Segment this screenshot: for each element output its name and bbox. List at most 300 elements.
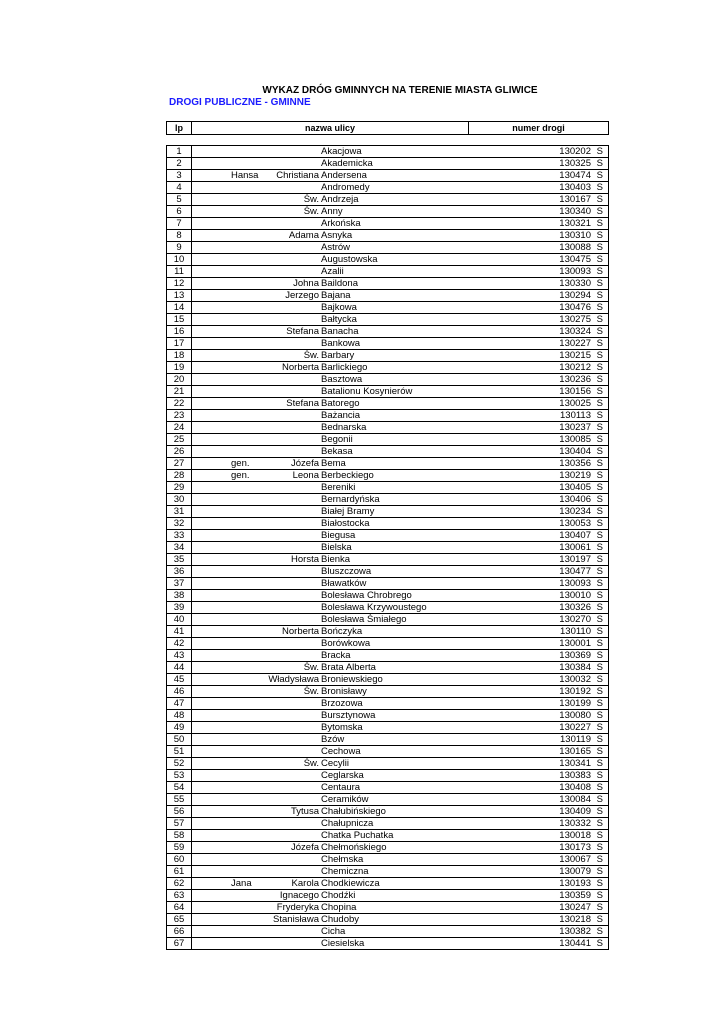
row-category: S bbox=[596, 806, 603, 817]
table-row bbox=[167, 374, 608, 386]
row-street-name: Centaura bbox=[321, 782, 361, 793]
row-street-name: Bończyka bbox=[321, 626, 363, 637]
row-street-name: Chodźki bbox=[321, 890, 356, 901]
row-lp: 7 bbox=[167, 218, 192, 229]
row-road-number: 130474 bbox=[559, 170, 591, 181]
row-street-name: Akademicka bbox=[321, 158, 373, 169]
table-row bbox=[167, 734, 608, 746]
row-road-number: 130193 bbox=[559, 878, 591, 889]
row-street-name: Chemiczna bbox=[321, 866, 369, 877]
row-lp: 12 bbox=[167, 278, 192, 289]
row-first-name: Christiana bbox=[276, 170, 319, 181]
row-road-number: 130079 bbox=[559, 866, 591, 877]
row-road-number: 130113 bbox=[560, 410, 591, 421]
row-street-name: Bajkowa bbox=[321, 302, 357, 313]
row-street-name: Barlickiego bbox=[321, 362, 368, 373]
row-lp: 40 bbox=[167, 614, 192, 625]
row-road-number: 130192 bbox=[559, 686, 591, 697]
table-row bbox=[167, 266, 608, 278]
table-row bbox=[167, 662, 608, 674]
row-category: S bbox=[596, 662, 603, 673]
row-street-name: Bienka bbox=[321, 554, 351, 565]
row-first-name: Św. bbox=[303, 758, 319, 769]
row-street-name: Ceramików bbox=[321, 794, 369, 805]
row-road-number: 130088 bbox=[559, 242, 591, 253]
row-category: S bbox=[596, 782, 603, 793]
row-road-number: 130409 bbox=[559, 806, 591, 817]
row-street-name: Bytomska bbox=[321, 722, 363, 733]
table-row bbox=[167, 326, 608, 338]
row-lp: 22 bbox=[167, 398, 192, 409]
row-lp: 48 bbox=[167, 710, 192, 721]
row-road-number: 130227 bbox=[559, 338, 591, 349]
row-lp: 43 bbox=[167, 650, 192, 661]
table-row bbox=[167, 518, 608, 530]
row-road-number: 130275 bbox=[559, 314, 591, 325]
table-row bbox=[167, 314, 608, 326]
row-lp: 34 bbox=[167, 542, 192, 553]
row-category: S bbox=[596, 278, 603, 289]
row-first-name: Stefana bbox=[286, 398, 319, 409]
row-lp: 67 bbox=[167, 938, 192, 949]
row-street-name: Bracka bbox=[321, 650, 351, 661]
row-road-number: 130119 bbox=[560, 734, 591, 745]
row-road-number: 130001 bbox=[559, 638, 591, 649]
table-row bbox=[167, 290, 608, 302]
row-street-name: Broniewskiego bbox=[321, 674, 383, 685]
table-row bbox=[167, 926, 608, 938]
row-lp: 9 bbox=[167, 242, 192, 253]
table-row bbox=[167, 470, 608, 482]
row-street-name: Begonii bbox=[321, 434, 353, 445]
row-lp: 20 bbox=[167, 374, 192, 385]
row-first-name: Adama bbox=[288, 230, 319, 241]
table-row bbox=[167, 686, 608, 698]
table-row bbox=[167, 650, 608, 662]
row-road-number: 130382 bbox=[559, 926, 591, 937]
table-row bbox=[167, 866, 608, 878]
row-street-name: Bronisławy bbox=[321, 686, 367, 697]
header-lp: lp bbox=[167, 122, 192, 134]
row-street-name: Bursztynowa bbox=[321, 710, 376, 721]
table-row bbox=[167, 206, 608, 218]
row-road-number: 130404 bbox=[559, 446, 591, 457]
table-row bbox=[167, 770, 608, 782]
row-lp: 57 bbox=[167, 818, 192, 829]
row-first-name: Jerzego bbox=[285, 290, 319, 301]
row-street-name: Bzów bbox=[321, 734, 345, 745]
table-row bbox=[167, 530, 608, 542]
row-street-name: Arkońska bbox=[321, 218, 361, 229]
row-first-name: Johna bbox=[293, 278, 319, 289]
row-first-name: Św. bbox=[303, 206, 319, 217]
table-row bbox=[167, 350, 608, 362]
row-category: S bbox=[596, 554, 603, 565]
row-lp: 36 bbox=[167, 566, 192, 577]
row-street-name: Barbary bbox=[321, 350, 355, 361]
row-road-number: 130407 bbox=[559, 530, 591, 541]
row-road-number: 130441 bbox=[559, 938, 591, 949]
row-street-name: Bielska bbox=[321, 542, 352, 553]
row-lp: 53 bbox=[167, 770, 192, 781]
row-street-name: Akacjowa bbox=[321, 146, 362, 157]
table-row bbox=[167, 722, 608, 734]
row-category: S bbox=[596, 518, 603, 529]
row-road-number: 130156 bbox=[559, 386, 591, 397]
row-road-number: 130010 bbox=[559, 590, 591, 601]
row-road-number: 130053 bbox=[559, 518, 591, 529]
table-row bbox=[167, 182, 608, 194]
row-category: S bbox=[596, 410, 603, 421]
row-lp: 39 bbox=[167, 602, 192, 613]
table-row bbox=[167, 278, 608, 290]
row-first-name: Fryderyka bbox=[276, 902, 319, 913]
row-category: S bbox=[596, 902, 603, 913]
row-road-number: 130384 bbox=[559, 662, 591, 673]
row-road-number: 130032 bbox=[559, 674, 591, 685]
row-road-number: 130403 bbox=[559, 182, 591, 193]
row-street-name: Brzozowa bbox=[321, 698, 363, 709]
row-lp: 52 bbox=[167, 758, 192, 769]
row-lp: 38 bbox=[167, 590, 192, 601]
row-category: S bbox=[596, 170, 603, 181]
row-category: S bbox=[596, 602, 603, 613]
row-road-number: 130330 bbox=[559, 278, 591, 289]
row-street-name: Andrzeja bbox=[321, 194, 359, 205]
document-title: WYKAZ DRÓG GMINNYCH NA TERENIE MIASTA GLIWICE bbox=[262, 85, 538, 96]
row-road-number: 130383 bbox=[559, 770, 591, 781]
row-lp: 3 bbox=[167, 170, 192, 181]
table-row bbox=[167, 794, 608, 806]
row-lp: 54 bbox=[167, 782, 192, 793]
row-lp: 50 bbox=[167, 734, 192, 745]
row-category: S bbox=[596, 362, 603, 373]
row-street-name: Bolesława Chrobrego bbox=[321, 590, 412, 601]
row-road-number: 130061 bbox=[559, 542, 591, 553]
row-lp: 58 bbox=[167, 830, 192, 841]
row-lp: 25 bbox=[167, 434, 192, 445]
row-road-number: 130369 bbox=[559, 650, 591, 661]
row-road-number: 130359 bbox=[559, 890, 591, 901]
row-lp: 66 bbox=[167, 926, 192, 937]
table-row bbox=[167, 542, 608, 554]
row-lp: 17 bbox=[167, 338, 192, 349]
row-road-number: 130093 bbox=[559, 578, 591, 589]
row-street-name: Anny bbox=[321, 206, 343, 217]
table-row bbox=[167, 554, 608, 566]
row-category: S bbox=[596, 374, 603, 385]
row-category: S bbox=[596, 650, 603, 661]
row-lp: 32 bbox=[167, 518, 192, 529]
row-road-number: 130406 bbox=[559, 494, 591, 505]
row-category: S bbox=[596, 530, 603, 541]
row-lp: 14 bbox=[167, 302, 192, 313]
row-street-name: Ciesielska bbox=[321, 938, 365, 949]
row-first-name: Horsta bbox=[291, 554, 319, 565]
row-first-name: Św. bbox=[303, 350, 319, 361]
row-first-name: Św. bbox=[303, 686, 319, 697]
row-lp: 35 bbox=[167, 554, 192, 565]
row-lp: 46 bbox=[167, 686, 192, 697]
row-category: S bbox=[596, 494, 603, 505]
row-first-name: Leona bbox=[292, 470, 319, 481]
row-category: S bbox=[596, 206, 603, 217]
row-lp: 44 bbox=[167, 662, 192, 673]
row-road-number: 130067 bbox=[559, 854, 591, 865]
row-first-name: Stefana bbox=[286, 326, 319, 337]
row-street-name: Biegusa bbox=[321, 530, 356, 541]
row-street-name: Bekasa bbox=[321, 446, 353, 457]
row-street-name: Bernardyńska bbox=[321, 494, 380, 505]
row-street-name: Bolesława Krzywoustego bbox=[321, 602, 427, 613]
row-lp: 4 bbox=[167, 182, 192, 193]
row-lp: 18 bbox=[167, 350, 192, 361]
row-street-name: Batalionu Kosynierów bbox=[321, 386, 413, 397]
row-category: S bbox=[596, 842, 603, 853]
table-row bbox=[167, 842, 608, 854]
row-lp: 59 bbox=[167, 842, 192, 853]
row-category: S bbox=[596, 458, 603, 469]
row-lp: 45 bbox=[167, 674, 192, 685]
table-row bbox=[167, 446, 608, 458]
row-road-number: 130025 bbox=[559, 398, 591, 409]
row-street-name: Bolesława Śmiałego bbox=[321, 614, 407, 625]
row-category: S bbox=[596, 878, 603, 889]
row-road-number: 130310 bbox=[559, 230, 591, 241]
row-first-name: Ignacego bbox=[279, 890, 319, 901]
row-lp: 8 bbox=[167, 230, 192, 241]
table-row bbox=[167, 818, 608, 830]
row-lp: 62 bbox=[167, 878, 192, 889]
row-category: S bbox=[596, 506, 603, 517]
table-row bbox=[167, 602, 608, 614]
row-category: S bbox=[596, 722, 603, 733]
row-category: S bbox=[596, 338, 603, 349]
row-lp: 42 bbox=[167, 638, 192, 649]
row-category: S bbox=[596, 866, 603, 877]
row-first-name: Stanisława bbox=[273, 914, 319, 925]
row-category: S bbox=[596, 230, 603, 241]
row-street-name: Bałtycka bbox=[321, 314, 357, 325]
row-street-name: Bławatków bbox=[321, 578, 367, 589]
row-category: S bbox=[596, 194, 603, 205]
row-street-name: Cecylii bbox=[321, 758, 349, 769]
table-row bbox=[167, 674, 608, 686]
row-category: S bbox=[596, 542, 603, 553]
table-row bbox=[167, 578, 608, 590]
row-road-number: 130218 bbox=[559, 914, 591, 925]
row-street-name: Bema bbox=[321, 458, 346, 469]
table-row bbox=[167, 242, 608, 254]
table-row bbox=[167, 938, 608, 950]
table-row bbox=[167, 830, 608, 842]
row-road-number: 130202 bbox=[559, 146, 591, 157]
row-road-number: 130215 bbox=[559, 350, 591, 361]
row-title-prefix: gen. bbox=[231, 458, 250, 469]
row-lp: 37 bbox=[167, 578, 192, 589]
row-title-prefix: Jana bbox=[231, 878, 252, 889]
table-row bbox=[167, 638, 608, 650]
row-road-number: 130356 bbox=[559, 458, 591, 469]
row-lp: 61 bbox=[167, 866, 192, 877]
row-road-number: 130475 bbox=[559, 254, 591, 265]
row-street-name: Baildona bbox=[321, 278, 358, 289]
table-row bbox=[167, 410, 608, 422]
row-lp: 60 bbox=[167, 854, 192, 865]
table-row bbox=[167, 758, 608, 770]
row-category: S bbox=[596, 758, 603, 769]
row-road-number: 130234 bbox=[559, 506, 591, 517]
row-category: S bbox=[596, 590, 603, 601]
row-category: S bbox=[596, 770, 603, 781]
row-road-number: 130247 bbox=[559, 902, 591, 913]
row-road-number: 130476 bbox=[559, 302, 591, 313]
row-lp: 41 bbox=[167, 626, 192, 637]
row-street-name: Basztowa bbox=[321, 374, 363, 385]
row-category: S bbox=[596, 158, 603, 169]
row-lp: 51 bbox=[167, 746, 192, 757]
row-street-name: Andromedy bbox=[321, 182, 370, 193]
row-category: S bbox=[596, 890, 603, 901]
row-road-number: 130018 bbox=[559, 830, 591, 841]
row-street-name: Chatka Puchatka bbox=[321, 830, 394, 841]
row-category: S bbox=[596, 734, 603, 745]
table-row bbox=[167, 302, 608, 314]
row-first-name: Władysława bbox=[268, 674, 319, 685]
row-lp: 26 bbox=[167, 446, 192, 457]
row-road-number: 130294 bbox=[559, 290, 591, 301]
row-category: S bbox=[596, 302, 603, 313]
row-street-name: Chełmska bbox=[321, 854, 364, 865]
row-lp: 49 bbox=[167, 722, 192, 733]
table-row bbox=[167, 698, 608, 710]
row-road-number: 130199 bbox=[559, 698, 591, 709]
row-lp: 6 bbox=[167, 206, 192, 217]
row-category: S bbox=[596, 914, 603, 925]
row-street-name: Bajana bbox=[321, 290, 351, 301]
row-lp: 65 bbox=[167, 914, 192, 925]
row-lp: 19 bbox=[167, 362, 192, 373]
row-lp: 33 bbox=[167, 530, 192, 541]
row-first-name: Św. bbox=[303, 194, 319, 205]
row-street-name: Bażancia bbox=[321, 410, 361, 421]
row-road-number: 130080 bbox=[559, 710, 591, 721]
row-category: S bbox=[596, 854, 603, 865]
row-road-number: 130165 bbox=[559, 746, 591, 757]
row-street-name: Chudoby bbox=[321, 914, 360, 925]
row-category: S bbox=[596, 146, 603, 157]
row-category: S bbox=[596, 926, 603, 937]
row-category: S bbox=[596, 566, 603, 577]
row-category: S bbox=[596, 266, 603, 277]
row-first-name: Norberta bbox=[282, 362, 319, 373]
row-street-name: Borówkowa bbox=[321, 638, 371, 649]
row-lp: 10 bbox=[167, 254, 192, 265]
table-row bbox=[167, 338, 608, 350]
row-road-number: 130321 bbox=[559, 218, 591, 229]
row-category: S bbox=[596, 326, 603, 337]
table-row bbox=[167, 434, 608, 446]
document-subtitle: DROGI PUBLICZNE - GMINNE bbox=[169, 97, 311, 108]
row-title-prefix: Hansa bbox=[231, 170, 259, 181]
row-lp: 16 bbox=[167, 326, 192, 337]
row-category: S bbox=[596, 422, 603, 433]
row-category: S bbox=[596, 638, 603, 649]
row-road-number: 130167 bbox=[559, 194, 591, 205]
row-lp: 64 bbox=[167, 902, 192, 913]
row-category: S bbox=[596, 314, 603, 325]
row-road-number: 130219 bbox=[559, 470, 591, 481]
row-category: S bbox=[596, 350, 603, 361]
row-category: S bbox=[596, 614, 603, 625]
table-row bbox=[167, 782, 608, 794]
row-category: S bbox=[596, 710, 603, 721]
table-row bbox=[167, 566, 608, 578]
table-row bbox=[167, 890, 608, 902]
streets-table bbox=[166, 145, 609, 950]
row-first-name: Tytusa bbox=[291, 806, 319, 817]
row-street-name: Berbeckiego bbox=[321, 470, 374, 481]
row-category: S bbox=[596, 386, 603, 397]
row-road-number: 130326 bbox=[559, 602, 591, 613]
row-road-number: 130236 bbox=[559, 374, 591, 385]
row-lp: 28 bbox=[167, 470, 192, 481]
row-lp: 31 bbox=[167, 506, 192, 517]
table-header bbox=[166, 121, 609, 135]
row-category: S bbox=[596, 218, 603, 229]
row-road-number: 130405 bbox=[559, 482, 591, 493]
row-road-number: 130325 bbox=[559, 158, 591, 169]
table-row bbox=[167, 506, 608, 518]
row-lp: 55 bbox=[167, 794, 192, 805]
header-street-name: nazwa ulicy bbox=[192, 122, 469, 134]
row-road-number: 130227 bbox=[559, 722, 591, 733]
row-category: S bbox=[596, 446, 603, 457]
table-row bbox=[167, 494, 608, 506]
row-first-name: Norberta bbox=[282, 626, 319, 637]
row-category: S bbox=[596, 254, 603, 265]
table-row bbox=[167, 254, 608, 266]
row-category: S bbox=[596, 434, 603, 445]
row-road-number: 130341 bbox=[559, 758, 591, 769]
table-row bbox=[167, 362, 608, 374]
table-row bbox=[167, 194, 608, 206]
table-row bbox=[167, 230, 608, 242]
row-road-number: 130408 bbox=[559, 782, 591, 793]
row-first-name: Św. bbox=[303, 662, 319, 673]
row-first-name: Józefa bbox=[291, 842, 319, 853]
row-road-number: 130477 bbox=[559, 566, 591, 577]
row-first-name: Karola bbox=[291, 878, 319, 889]
row-road-number: 130324 bbox=[559, 326, 591, 337]
row-street-name: Andersena bbox=[321, 170, 367, 181]
row-street-name: Augustowska bbox=[321, 254, 378, 265]
row-category: S bbox=[596, 830, 603, 841]
row-category: S bbox=[596, 242, 603, 253]
table-row bbox=[167, 158, 608, 170]
row-lp: 5 bbox=[167, 194, 192, 205]
row-street-name: Chodkiewicza bbox=[321, 878, 380, 889]
row-street-name: Chełmońskiego bbox=[321, 842, 387, 853]
row-road-number: 130084 bbox=[559, 794, 591, 805]
row-road-number: 130085 bbox=[559, 434, 591, 445]
row-street-name: Bankowa bbox=[321, 338, 361, 349]
row-road-number: 130093 bbox=[559, 266, 591, 277]
row-lp: 2 bbox=[167, 158, 192, 169]
row-lp: 21 bbox=[167, 386, 192, 397]
row-street-name: Cechowa bbox=[321, 746, 361, 757]
row-street-name: Batorego bbox=[321, 398, 360, 409]
